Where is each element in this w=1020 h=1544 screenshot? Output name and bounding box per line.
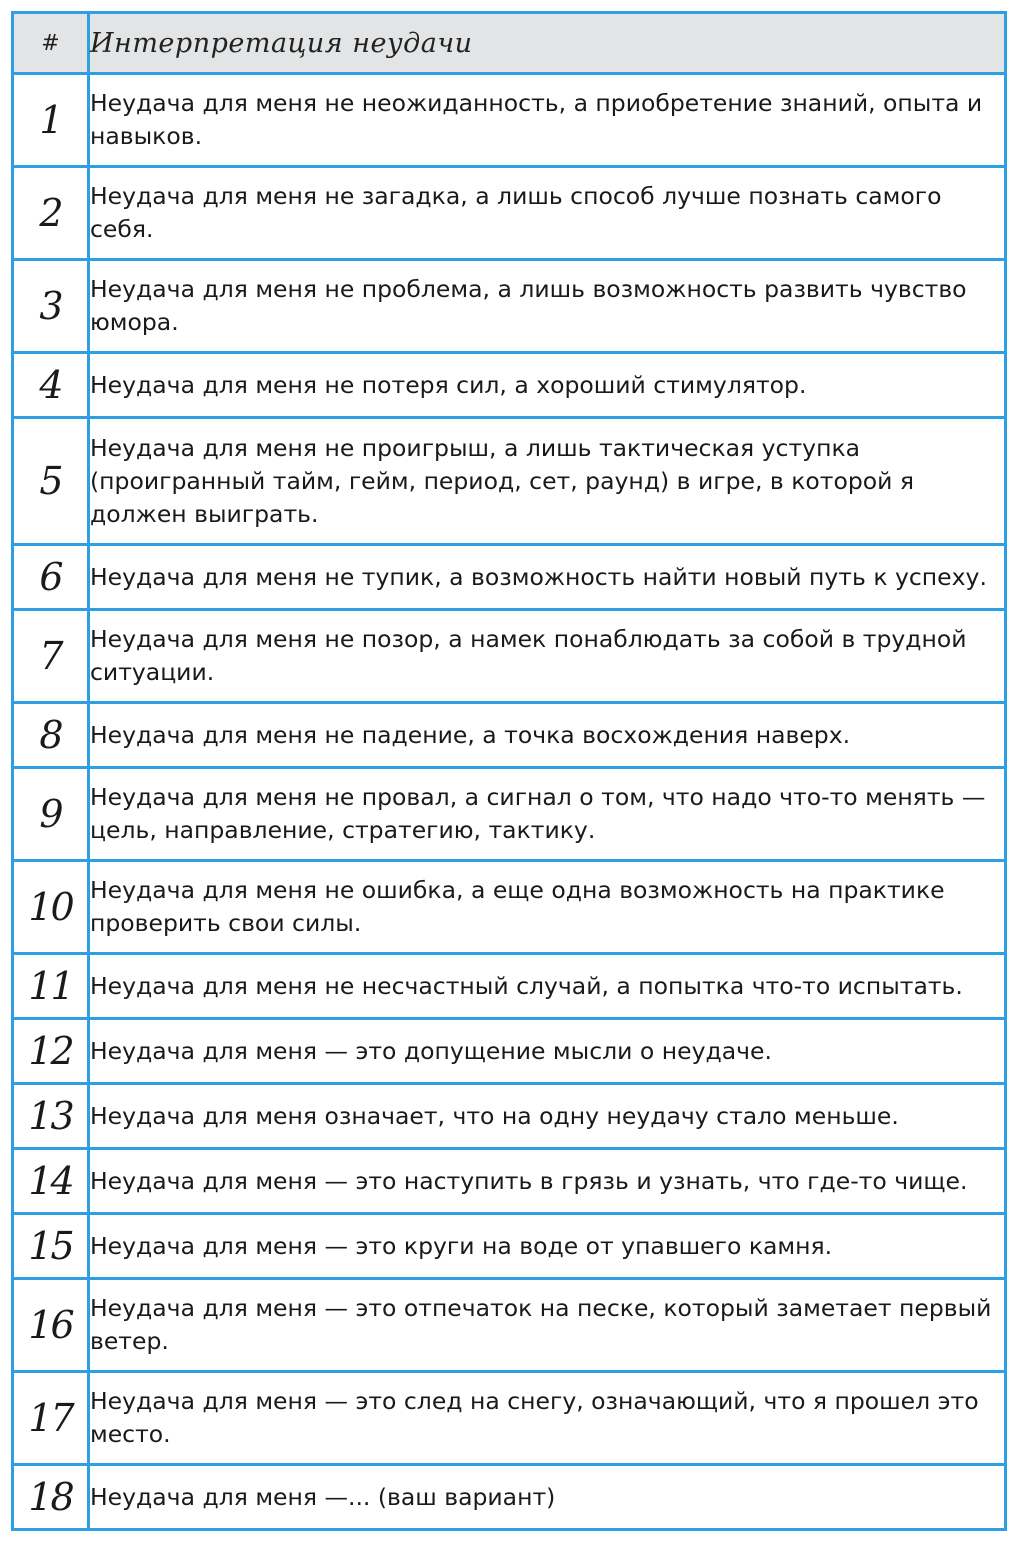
table-row: [13, 260, 1006, 353]
table-row: [13, 1149, 1006, 1214]
table-row: [13, 167, 1006, 260]
row-number: 13: [13, 1084, 89, 1149]
row-number: 5: [13, 418, 89, 545]
row-text: Неудача для меня не провал, а сигнал о том, что надо что-то менять — цель, направление, стратегию, тактику.: [89, 768, 1006, 861]
table-row: [13, 610, 1006, 703]
table-row: [13, 1084, 1006, 1149]
row-number: 11: [13, 954, 89, 1019]
table-row: [13, 1465, 1006, 1530]
row-text: Неудача для меня — это круги на воде от упавшего камня.: [89, 1214, 1006, 1279]
row-text: Неудача для меня не тупик, а возможность найти новый путь к успеху.: [89, 545, 1006, 610]
row-text: Неудача для меня не позор, а намек понаблюдать за собой в трудной ситуации.: [89, 610, 1006, 703]
table-row: [13, 1372, 1006, 1465]
row-text: Неудача для меня не проблема, а лишь возможность развить чувство юмора.: [89, 260, 1006, 353]
table-row: [13, 74, 1006, 167]
row-text: Неудача для меня означает, что на одну неудачу стало меньше.: [89, 1084, 1006, 1149]
row-number: 1: [13, 74, 89, 167]
row-number: 9: [13, 768, 89, 861]
header-interpretation: Интерпретация неудачи: [89, 13, 1006, 74]
row-text: Неудача для меня — это отпечаток на песке, который заметает первый ветер.: [89, 1279, 1006, 1372]
row-text: Неудача для меня не загадка, а лишь способ лучше познать самого себя.: [89, 167, 1006, 260]
table-row: [13, 353, 1006, 418]
table-row: [13, 1214, 1006, 1279]
row-number: 10: [13, 861, 89, 954]
row-text: Неудача для меня — это след на снегу, означающий, что я прошел это место.: [89, 1372, 1006, 1465]
table-row: [13, 954, 1006, 1019]
row-text: Неудача для меня не падение, а точка восхождения наверх.: [89, 703, 1006, 768]
row-number: 7: [13, 610, 89, 703]
table-row: [13, 861, 1006, 954]
row-text: Неудача для меня не проигрыш, а лишь тактическая уступка (проигранный тайм, гейм, период, сет, раунд) в игре, в которой я должен выиграть.: [89, 418, 1006, 545]
table-row: [13, 545, 1006, 610]
table-row: [13, 1279, 1006, 1372]
row-text: Неудача для меня — это допущение мысли о неудаче.: [89, 1019, 1006, 1084]
row-text: Неудача для меня —... (ваш вариант): [89, 1465, 1006, 1530]
table-row: [13, 418, 1006, 545]
row-text: Неудача для меня — это наступить в грязь и узнать, что где-то чище.: [89, 1149, 1006, 1214]
row-number: 2: [13, 167, 89, 260]
row-number: 15: [13, 1214, 89, 1279]
table-row: [13, 768, 1006, 861]
header-number: #: [13, 13, 89, 74]
table-row: [13, 703, 1006, 768]
row-text: Неудача для меня не неожиданность, а приобретение знаний, опыта и навыков.: [89, 74, 1006, 167]
row-number: 3: [13, 260, 89, 353]
table-header-row: [13, 13, 1006, 74]
row-number: 4: [13, 353, 89, 418]
row-number: 18: [13, 1465, 89, 1530]
row-number: 17: [13, 1372, 89, 1465]
row-number: 16: [13, 1279, 89, 1372]
row-text: Неудача для меня не ошибка, а еще одна возможность на практике проверить свои силы.: [89, 861, 1006, 954]
row-text: Неудача для меня не несчастный случай, а попытка что-то испытать.: [89, 954, 1006, 1019]
row-number: 6: [13, 545, 89, 610]
failure-interpretation-table: [11, 11, 1007, 1531]
row-number: 14: [13, 1149, 89, 1214]
row-number: 12: [13, 1019, 89, 1084]
row-text: Неудача для меня не потеря сил, а хороший стимулятор.: [89, 353, 1006, 418]
row-number: 8: [13, 703, 89, 768]
table-row: [13, 1019, 1006, 1084]
